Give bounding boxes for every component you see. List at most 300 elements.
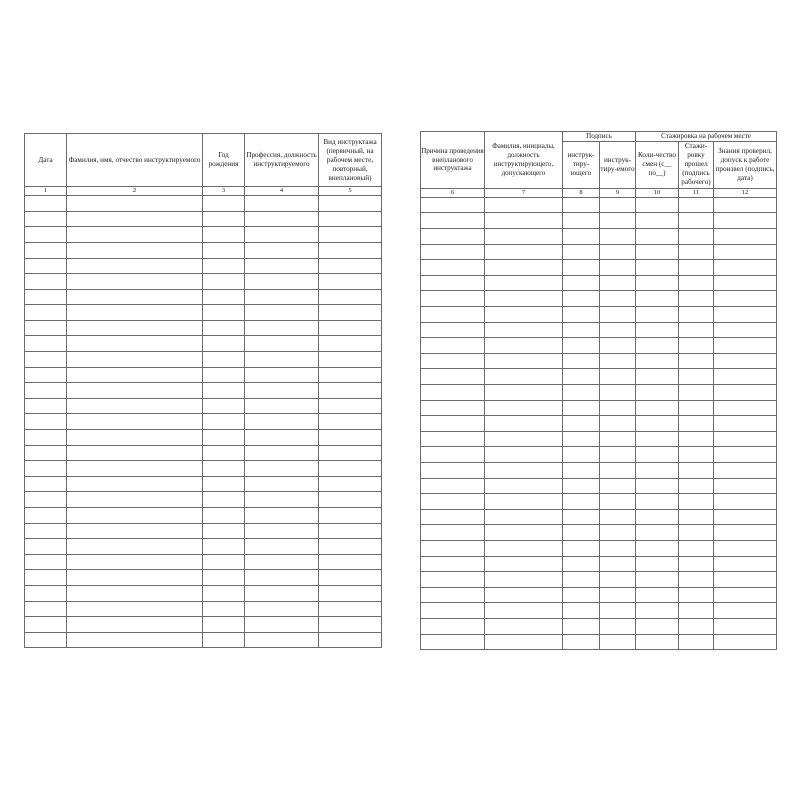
- blank-cell: [636, 275, 679, 291]
- blank-cell: [563, 307, 600, 323]
- table-row: [421, 291, 777, 307]
- blank-cell: [25, 414, 67, 430]
- blank-cell: [25, 398, 67, 414]
- blank-cell: [485, 307, 563, 323]
- blank-cell: [245, 523, 319, 539]
- blank-cell: [67, 601, 203, 617]
- table-row: [25, 585, 382, 601]
- blank-cell: [714, 603, 777, 619]
- blank-cell: [563, 447, 600, 463]
- blank-cell: [67, 476, 203, 492]
- table-row: [421, 587, 777, 603]
- blank-cell: [600, 603, 636, 619]
- blank-cell: [485, 603, 563, 619]
- blank-cell: [25, 539, 67, 555]
- blank-cell: [25, 554, 67, 570]
- blank-cell: [600, 525, 636, 541]
- blank-cell: [203, 227, 245, 243]
- column-number: 10: [636, 188, 679, 197]
- table-row: [25, 461, 382, 477]
- blank-cell: [636, 556, 679, 572]
- blank-cell: [714, 353, 777, 369]
- blank-cell: [319, 414, 382, 430]
- blank-cell: [485, 587, 563, 603]
- blank-cell: [636, 197, 679, 213]
- blank-cell: [563, 291, 600, 307]
- blank-cell: [636, 494, 679, 510]
- blank-cell: [319, 196, 382, 212]
- blank-cell: [600, 447, 636, 463]
- header-birth-year: Год рождения: [203, 134, 245, 187]
- blank-cell: [67, 367, 203, 383]
- table-row: [25, 492, 382, 508]
- blank-cell: [319, 430, 382, 446]
- blank-cell: [25, 336, 67, 352]
- blank-cell: [319, 398, 382, 414]
- blank-cell: [563, 338, 600, 354]
- table-row: [25, 336, 382, 352]
- header-group-signature: Подпись: [563, 132, 636, 142]
- blank-cell: [319, 367, 382, 383]
- blank-cell: [319, 336, 382, 352]
- right-journal-table: [420, 131, 777, 650]
- table-row: [421, 416, 777, 432]
- blank-cell: [421, 603, 485, 619]
- table-row: [421, 462, 777, 478]
- blank-cell: [203, 383, 245, 399]
- blank-cell: [245, 367, 319, 383]
- blank-cell: [636, 478, 679, 494]
- blank-cell: [421, 462, 485, 478]
- blank-cell: [600, 618, 636, 634]
- table-row: [421, 213, 777, 229]
- blank-cell: [245, 554, 319, 570]
- table-row: [25, 476, 382, 492]
- table-row: [25, 367, 382, 383]
- column-number: 6: [421, 188, 485, 197]
- blank-cell: [421, 291, 485, 307]
- blank-cell: [600, 369, 636, 385]
- blank-cell: [245, 461, 319, 477]
- blank-cell: [245, 352, 319, 368]
- table-row: [25, 398, 382, 414]
- blank-cell: [485, 369, 563, 385]
- header-date: Дата: [25, 134, 67, 187]
- blank-cell: [714, 416, 777, 432]
- blank-cell: [563, 229, 600, 245]
- blank-cell: [319, 461, 382, 477]
- blank-cell: [636, 572, 679, 588]
- blank-cell: [563, 634, 600, 650]
- table-row: [421, 385, 777, 401]
- blank-cell: [67, 445, 203, 461]
- blank-cell: [245, 617, 319, 633]
- blank-cell: [421, 540, 485, 556]
- blank-cell: [485, 213, 563, 229]
- blank-cell: [25, 492, 67, 508]
- blank-cell: [679, 291, 714, 307]
- blank-cell: [679, 509, 714, 525]
- blank-cell: [714, 197, 777, 213]
- blank-cell: [714, 213, 777, 229]
- blank-cell: [600, 385, 636, 401]
- blank-cell: [67, 632, 203, 648]
- blank-cell: [679, 338, 714, 354]
- blank-cell: [421, 385, 485, 401]
- blank-cell: [563, 197, 600, 213]
- blank-cell: [421, 494, 485, 510]
- blank-cell: [600, 353, 636, 369]
- blank-cell: [203, 601, 245, 617]
- column-number: 3: [203, 187, 245, 196]
- blank-cell: [67, 227, 203, 243]
- blank-cell: [485, 618, 563, 634]
- blank-cell: [714, 385, 777, 401]
- table-row: [421, 244, 777, 260]
- blank-cell: [485, 416, 563, 432]
- blank-cell: [714, 338, 777, 354]
- blank-cell: [679, 634, 714, 650]
- blank-cell: [421, 244, 485, 260]
- blank-cell: [67, 289, 203, 305]
- blank-cell: [485, 478, 563, 494]
- blank-cell: [245, 242, 319, 258]
- blank-cell: [245, 414, 319, 430]
- blank-cell: [636, 307, 679, 323]
- blank-cell: [679, 572, 714, 588]
- blank-cell: [245, 508, 319, 524]
- header-sign-instructor: инструк-тиру-ющего: [563, 141, 600, 188]
- blank-cell: [421, 369, 485, 385]
- blank-cell: [67, 570, 203, 586]
- right-header-group-row: [421, 132, 777, 142]
- blank-cell: [679, 603, 714, 619]
- blank-cell: [203, 523, 245, 539]
- blank-cell: [421, 587, 485, 603]
- blank-cell: [679, 587, 714, 603]
- blank-cell: [714, 369, 777, 385]
- blank-cell: [679, 369, 714, 385]
- blank-cell: [714, 447, 777, 463]
- blank-cell: [25, 570, 67, 586]
- blank-cell: [245, 196, 319, 212]
- blank-cell: [421, 229, 485, 245]
- blank-cell: [636, 385, 679, 401]
- blank-cell: [563, 244, 600, 260]
- blank-cell: [600, 260, 636, 276]
- blank-cell: [600, 540, 636, 556]
- blank-cell: [421, 618, 485, 634]
- blank-cell: [67, 242, 203, 258]
- blank-cell: [203, 570, 245, 586]
- blank-cell: [600, 634, 636, 650]
- blank-cell: [421, 431, 485, 447]
- blank-cell: [679, 385, 714, 401]
- blank-cell: [600, 572, 636, 588]
- blank-cell: [203, 508, 245, 524]
- blank-cell: [421, 572, 485, 588]
- blank-cell: [679, 431, 714, 447]
- blank-cell: [67, 274, 203, 290]
- blank-cell: [636, 525, 679, 541]
- table-row: [25, 430, 382, 446]
- blank-cell: [67, 508, 203, 524]
- left-header-row: [25, 134, 382, 187]
- table-row: [421, 260, 777, 276]
- blank-cell: [203, 492, 245, 508]
- blank-cell: [25, 196, 67, 212]
- blank-cell: [600, 431, 636, 447]
- blank-cell: [679, 197, 714, 213]
- column-number: 9: [600, 188, 636, 197]
- table-row: [25, 242, 382, 258]
- blank-cell: [203, 476, 245, 492]
- blank-cell: [600, 509, 636, 525]
- table-row: [421, 572, 777, 588]
- blank-cell: [245, 632, 319, 648]
- blank-cell: [245, 398, 319, 414]
- blank-cell: [203, 305, 245, 321]
- blank-cell: [636, 431, 679, 447]
- blank-cell: [563, 525, 600, 541]
- blank-cell: [203, 320, 245, 336]
- blank-cell: [485, 197, 563, 213]
- blank-cell: [203, 352, 245, 368]
- blank-cell: [25, 617, 67, 633]
- blank-cell: [485, 400, 563, 416]
- blank-cell: [319, 258, 382, 274]
- blank-cell: [67, 383, 203, 399]
- blank-cell: [421, 338, 485, 354]
- blank-cell: [245, 492, 319, 508]
- blank-cell: [485, 494, 563, 510]
- blank-cell: [319, 227, 382, 243]
- blank-cell: [679, 447, 714, 463]
- table-row: [421, 431, 777, 447]
- blank-cell: [67, 554, 203, 570]
- blank-cell: [25, 211, 67, 227]
- table-row: [421, 525, 777, 541]
- blank-cell: [600, 587, 636, 603]
- blank-cell: [563, 275, 600, 291]
- blank-cell: [636, 244, 679, 260]
- blank-cell: [679, 462, 714, 478]
- header-instructor-name: Фамилия, инициалы, должность инструктирующего, допускающего: [485, 132, 563, 189]
- blank-cell: [203, 461, 245, 477]
- blank-cell: [679, 400, 714, 416]
- blank-cell: [679, 260, 714, 276]
- blank-cell: [714, 275, 777, 291]
- blank-cell: [636, 416, 679, 432]
- blank-cell: [563, 353, 600, 369]
- blank-cell: [714, 556, 777, 572]
- table-row: [25, 227, 382, 243]
- blank-cell: [636, 260, 679, 276]
- blank-cell: [245, 336, 319, 352]
- blank-cell: [563, 369, 600, 385]
- header-full-name: Фамилия, имя, отчество инструктируемого: [67, 134, 203, 187]
- blank-cell: [636, 462, 679, 478]
- blank-cell: [679, 494, 714, 510]
- blank-cell: [203, 336, 245, 352]
- blank-cell: [563, 478, 600, 494]
- blank-cell: [25, 352, 67, 368]
- blank-cell: [485, 260, 563, 276]
- blank-cell: [421, 307, 485, 323]
- blank-cell: [485, 353, 563, 369]
- column-number: 1: [25, 187, 67, 196]
- blank-cell: [67, 585, 203, 601]
- blank-cell: [319, 585, 382, 601]
- blank-cell: [600, 197, 636, 213]
- table-row: [25, 539, 382, 555]
- blank-cell: [319, 570, 382, 586]
- blank-cell: [679, 525, 714, 541]
- right-column-number-row: [421, 188, 777, 197]
- blank-cell: [203, 539, 245, 555]
- blank-cell: [485, 525, 563, 541]
- left-column-number-row: [25, 187, 382, 196]
- column-number: 7: [485, 188, 563, 197]
- blank-cell: [203, 554, 245, 570]
- blank-cell: [485, 556, 563, 572]
- blank-cell: [67, 492, 203, 508]
- blank-cell: [679, 322, 714, 338]
- blank-cell: [600, 462, 636, 478]
- blank-cell: [600, 556, 636, 572]
- blank-cell: [203, 367, 245, 383]
- blank-cell: [714, 462, 777, 478]
- blank-cell: [319, 352, 382, 368]
- table-row: [25, 414, 382, 430]
- blank-cell: [245, 227, 319, 243]
- blank-cell: [319, 492, 382, 508]
- header-profession: Профессия, должность инструктируемого: [245, 134, 319, 187]
- table-row: [25, 320, 382, 336]
- blank-cell: [679, 353, 714, 369]
- blank-cell: [421, 509, 485, 525]
- blank-cell: [714, 587, 777, 603]
- blank-cell: [245, 274, 319, 290]
- blank-cell: [25, 320, 67, 336]
- blank-cell: [636, 634, 679, 650]
- blank-cell: [203, 258, 245, 274]
- blank-cell: [25, 305, 67, 321]
- header-shift-count: Коли-чество смен (с__ по__): [636, 141, 679, 188]
- blank-cell: [67, 211, 203, 227]
- blank-cell: [319, 476, 382, 492]
- blank-cell: [203, 274, 245, 290]
- table-row: [25, 258, 382, 274]
- blank-cell: [563, 618, 600, 634]
- blank-cell: [319, 445, 382, 461]
- blank-cell: [600, 478, 636, 494]
- header-knowledge-checked: Знания проверил, допуск к работе произвел (подпись, дата): [714, 141, 777, 188]
- blank-cell: [600, 275, 636, 291]
- blank-cell: [67, 461, 203, 477]
- blank-cell: [679, 478, 714, 494]
- blank-cell: [25, 585, 67, 601]
- table-row: [25, 383, 382, 399]
- table-row: [421, 494, 777, 510]
- blank-cell: [25, 445, 67, 461]
- header-unscheduled-reason: Причина проведения внепланового инструктажа: [421, 132, 485, 189]
- column-number: 2: [67, 187, 203, 196]
- blank-cell: [25, 601, 67, 617]
- blank-cell: [245, 430, 319, 446]
- blank-cell: [636, 322, 679, 338]
- blank-cell: [319, 632, 382, 648]
- blank-cell: [245, 476, 319, 492]
- blank-cell: [714, 431, 777, 447]
- table-row: [421, 634, 777, 650]
- blank-cell: [319, 289, 382, 305]
- blank-cell: [421, 197, 485, 213]
- blank-cell: [563, 540, 600, 556]
- blank-cell: [636, 213, 679, 229]
- table-row: [25, 554, 382, 570]
- blank-cell: [319, 242, 382, 258]
- table-row: [421, 197, 777, 213]
- table-row: [25, 274, 382, 290]
- header-internship-passed: Стажи-ровку прошел (подпись рабочего): [679, 141, 714, 188]
- table-row: [421, 229, 777, 245]
- blank-cell: [636, 447, 679, 463]
- blank-cell: [319, 211, 382, 227]
- table-row: [25, 508, 382, 524]
- header-sign-instructed: инструк-тиру-емого: [600, 141, 636, 188]
- table-row: [421, 400, 777, 416]
- table-row: [25, 601, 382, 617]
- blank-cell: [485, 291, 563, 307]
- blank-cell: [636, 369, 679, 385]
- right-table-body: [421, 197, 777, 649]
- blank-cell: [421, 353, 485, 369]
- blank-cell: [319, 305, 382, 321]
- blank-cell: [67, 258, 203, 274]
- blank-cell: [25, 476, 67, 492]
- blank-cell: [485, 447, 563, 463]
- blank-cell: [600, 244, 636, 260]
- blank-cell: [714, 494, 777, 510]
- blank-cell: [25, 227, 67, 243]
- table-row: [25, 289, 382, 305]
- table-row: [25, 570, 382, 586]
- blank-cell: [485, 540, 563, 556]
- blank-cell: [679, 213, 714, 229]
- blank-cell: [203, 211, 245, 227]
- blank-cell: [421, 260, 485, 276]
- table-row: [421, 275, 777, 291]
- blank-cell: [25, 461, 67, 477]
- blank-cell: [203, 196, 245, 212]
- blank-cell: [636, 291, 679, 307]
- blank-cell: [67, 196, 203, 212]
- blank-cell: [319, 539, 382, 555]
- blank-cell: [25, 258, 67, 274]
- table-row: [421, 322, 777, 338]
- column-number: 11: [679, 188, 714, 197]
- blank-cell: [485, 338, 563, 354]
- blank-cell: [319, 523, 382, 539]
- blank-cell: [421, 447, 485, 463]
- blank-cell: [679, 229, 714, 245]
- blank-cell: [679, 307, 714, 323]
- blank-cell: [563, 322, 600, 338]
- table-row: [421, 369, 777, 385]
- blank-cell: [25, 274, 67, 290]
- blank-cell: [203, 430, 245, 446]
